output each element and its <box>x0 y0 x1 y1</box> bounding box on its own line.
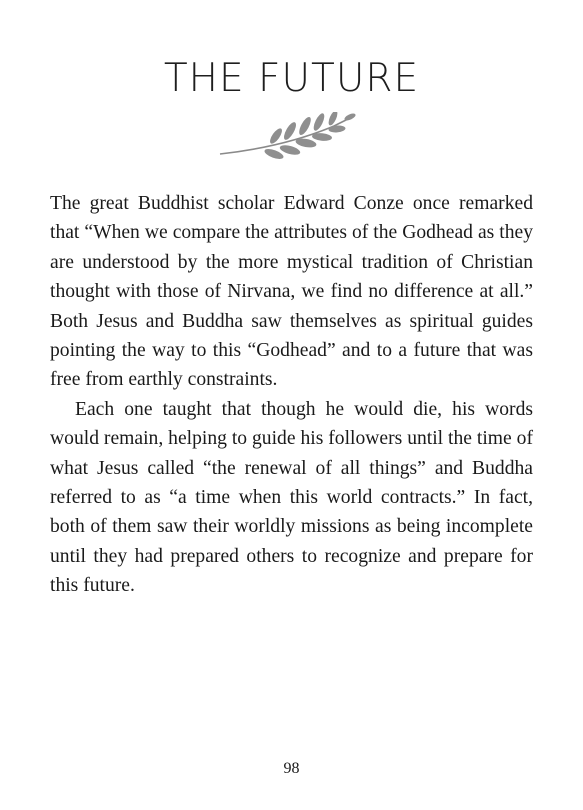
page-number: 98 <box>283 760 300 777</box>
paragraph-2: Each one taught that though he would die, his words would remain, helping to guide his followers until the time of what Jesus called “the renewal of all things” and Buddha referred to as “a time when this world contracts.” In fact, both of them saw their worldly missions as being incomplete until they had prepared others to recognize and prepare for this future. <box>50 398 533 597</box>
body-text <box>50 189 533 601</box>
leaf-branch-icon <box>216 112 366 168</box>
paragraph-1: The great Buddhist scholar Edward Conze once remarked that “When we compare the attributes of the Godhead as they are understood by the more mystical tradition of Christian thought with those of Nirvana, we find no difference at all.” Both Jesus and Buddha saw themselves as spiritual guides pointing the way to this “Godhead” and to a future that was free from earthly constraints. <box>50 193 533 391</box>
chapter-title: THE FUTURE <box>163 56 420 101</box>
